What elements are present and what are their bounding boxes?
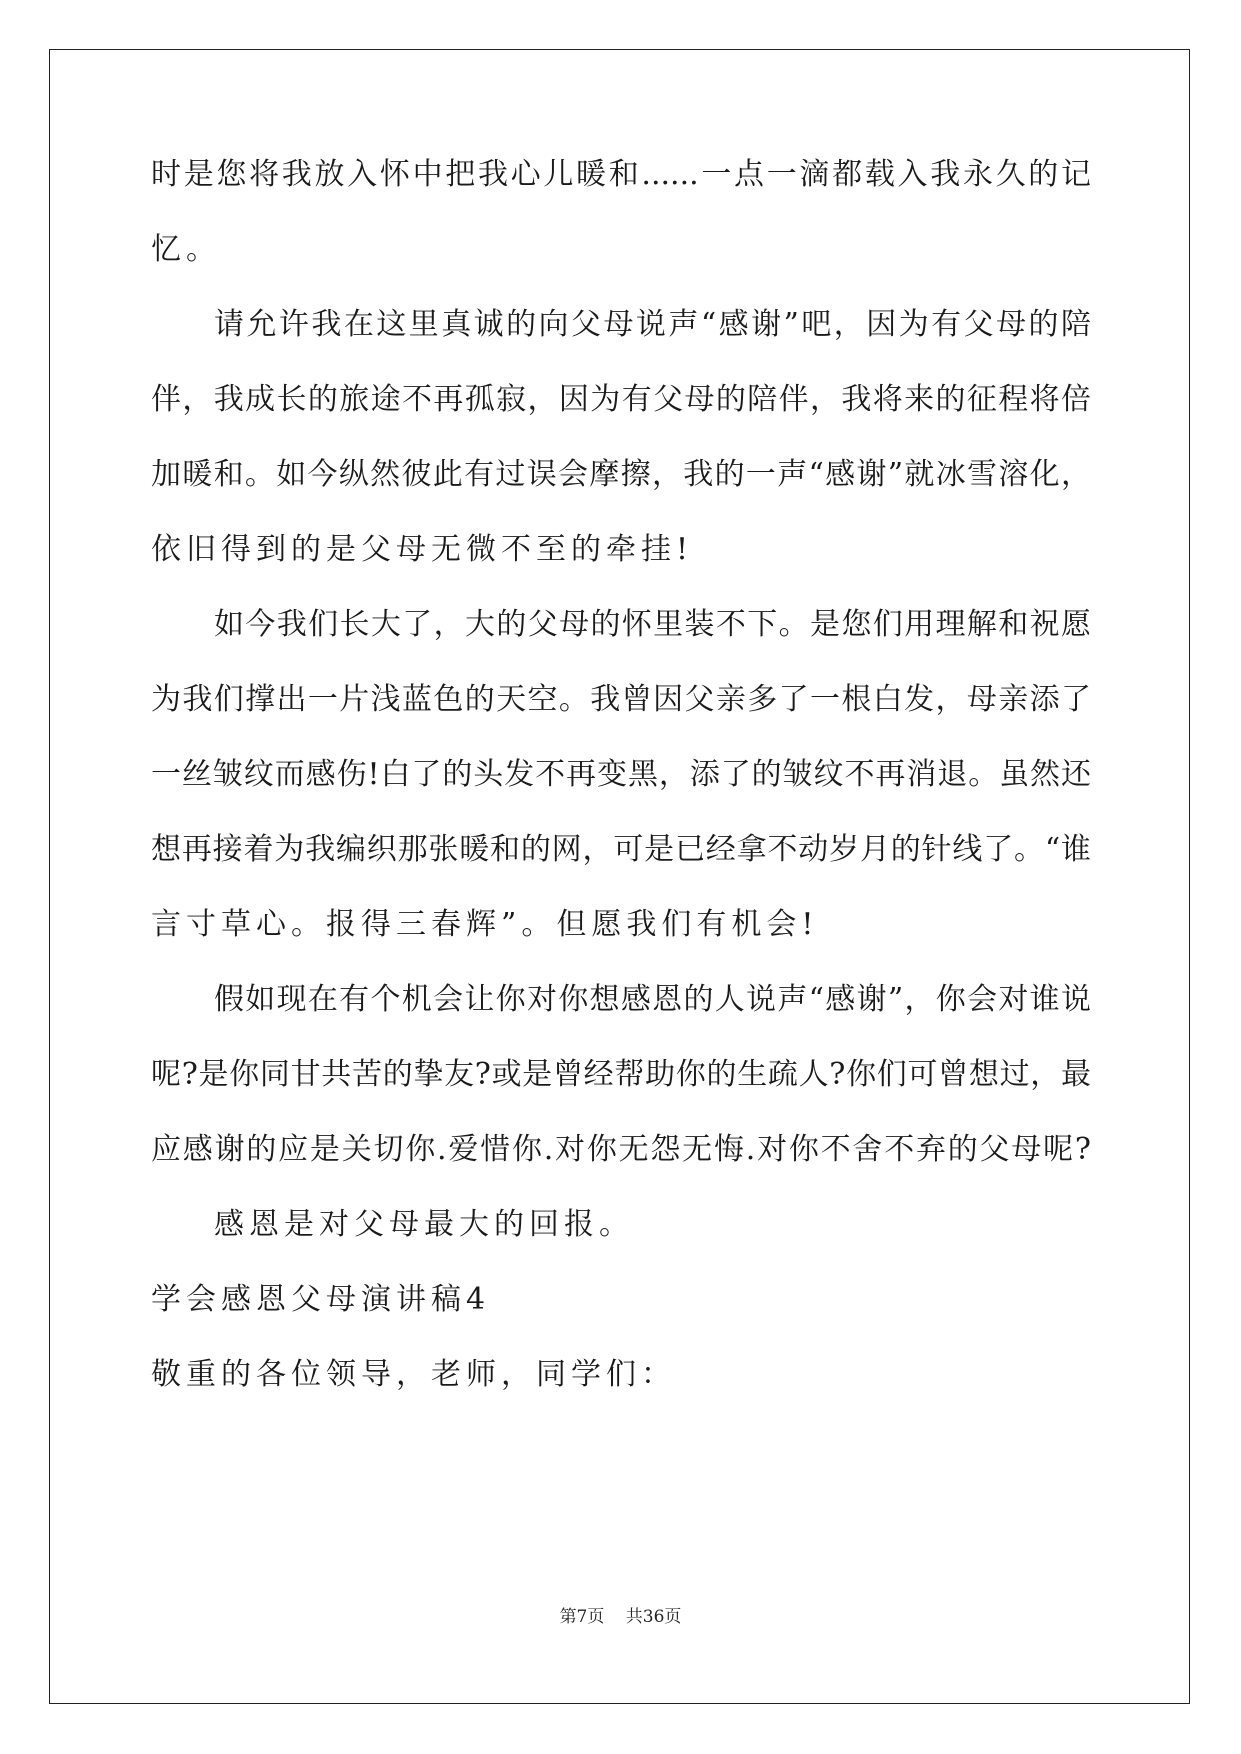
text-line: 应感谢的应是关切你.爱惜你.对你无怨无悔.对你不舍不弃的父母呢?	[151, 1132, 1091, 1167]
salutation: 敬重的各位领导，老师，同学们：	[151, 1357, 676, 1392]
page-footer	[0, 1606, 1241, 1628]
page-total: 共36页	[625, 1607, 682, 1627]
text-line: 呢?是你同甘共苦的挚友?或是曾经帮助你的生疏人?你们可曾想过，最	[151, 1057, 1091, 1092]
paragraph-first-line: 感恩是对父母最大的回报。	[214, 1207, 634, 1242]
text-line: 依旧得到的是父母无微不至的牵挂!	[151, 532, 694, 567]
paragraph-first-line: 请允许我在这里真诚的向父母说声“感谢”吧，因为有父母的陪	[214, 307, 1091, 342]
text-line: 言寸草心。报得三春辉”。但愿我们有机会!	[151, 907, 819, 942]
section-heading: 学会感恩父母演讲稿4	[151, 1282, 491, 1317]
paragraph-first-line: 如今我们长大了，大的父母的怀里装不下。是您们用理解和祝愿	[214, 607, 1091, 642]
text-line: 为我们撑出一片浅蓝色的天空。我曾因父亲多了一根白发，母亲添了	[151, 682, 1091, 717]
paragraph-first-line: 假如现在有个机会让你对你想感恩的人说声“感谢”，你会对谁说	[214, 982, 1091, 1017]
page-number: 第7页	[559, 1607, 605, 1627]
text-line: 想再接着为我编织那张暖和的网，可是已经拿不动岁月的针线了。“谁	[151, 832, 1091, 867]
text-line: 加暖和。如今纵然彼此有过误会摩擦，我的一声“感谢”就冰雪溶化，	[151, 457, 1091, 492]
text-line: 伴，我成长的旅途不再孤寂，因为有父母的陪伴，我将来的征程将倍	[151, 382, 1091, 417]
text-line: 时是您将我放入怀中把我心儿暖和......一点一滴都载入我永久的记	[151, 157, 1091, 192]
text-line: 一丝皱纹而感伤!白了的头发不再变黑，添了的皱纹不再消退。虽然还	[151, 757, 1091, 792]
text-line: 忆。	[151, 232, 221, 267]
page-border	[49, 49, 1190, 1704]
